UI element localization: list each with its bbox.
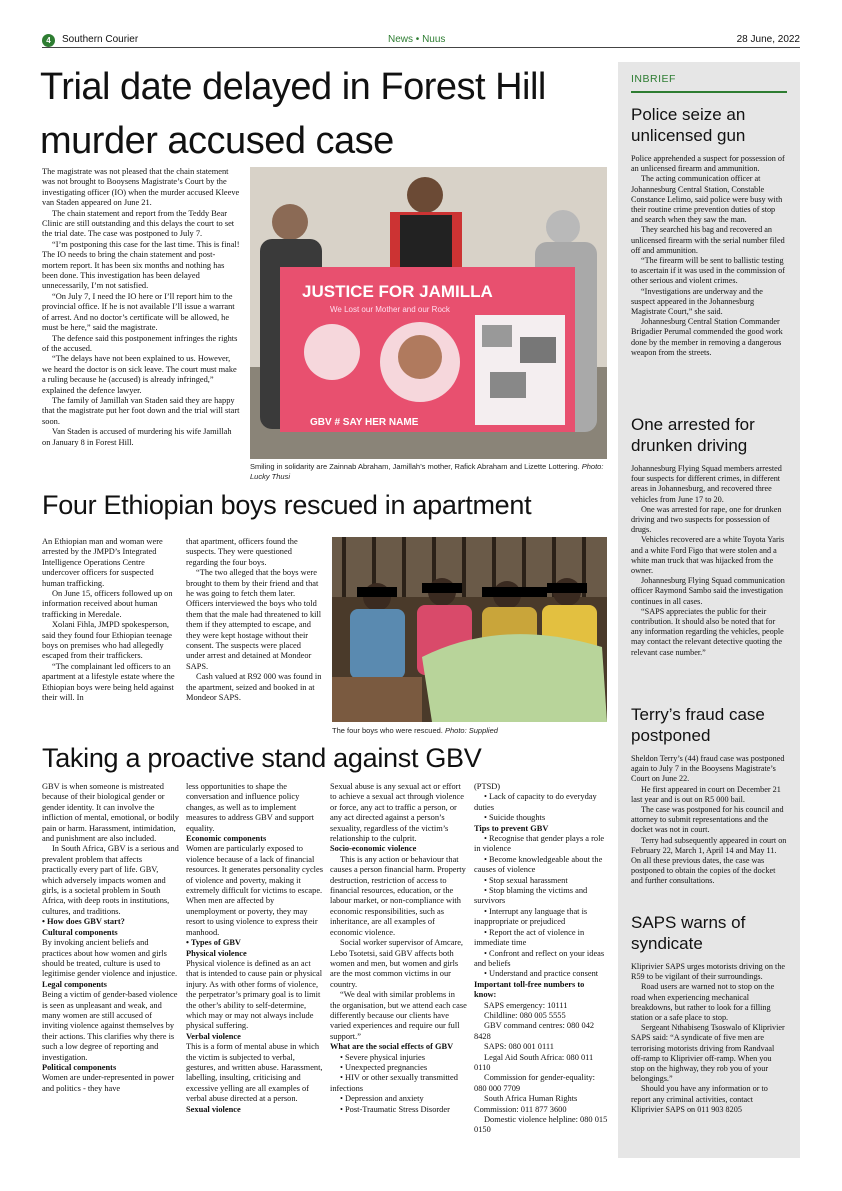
paragraph: SAPS emergency: 10111	[484, 1000, 568, 1010]
paragraph: The acting communication officer at Johannesburg Central Station, Constable Constance Lelimo, said police were busy with their routine crime prevention duties of stop and search when they saw the man.	[631, 174, 783, 225]
header-rule	[42, 47, 800, 48]
paragraph: Being a victim of gender-based violence is seen as unpleasant and weak, and many women are still accused of inviting violence against themselves by their actions. This clarifies why there is such a low degree of reporting and investigation.	[42, 990, 178, 1062]
subheading: Legal components	[42, 979, 107, 989]
subheading: • Types of GBV	[186, 938, 241, 948]
gbv-column-4	[474, 782, 608, 1136]
paragraph: “We deal with similar problems in the organisation, but we attend each case differently because our clients have varied experiences and require our full support.”	[330, 990, 467, 1041]
photo-credit: Photo: Supplied	[444, 726, 498, 735]
brief-headline: Terry’s fraud case postponed	[631, 705, 765, 745]
paragraph: • Report the act of violence in immediate time	[474, 927, 585, 948]
publication-name: Southern Courier	[62, 34, 139, 45]
subheading: Sexual violence	[186, 1104, 241, 1114]
paragraph: Sexual abuse is any sexual act or effort to achieve a sexual act through violence or force, any act to traffic a person, or any act directed against a person’s sexuality, regardless of the victim’s relationship to the culprit.	[330, 782, 464, 844]
paragraph: Kliprivier SAPS urges motorists driving on the R59 to be vigilant of their surroundings.	[631, 962, 786, 982]
paragraph: In South Africa, GBV is a serious and prevalent problem that affects practically every part of life. GBV, which adversely impacts women and girls, is a societal problem in South Africa, with deep roots in institutions, cultures, and traditions.	[42, 844, 179, 916]
subheading: • How does GBV start?	[42, 917, 125, 927]
brief-body	[631, 154, 787, 358]
ethiopian-column-1	[42, 537, 178, 704]
paragraph: less opportunities to shape the conversation and influence policy changes, as well as to implement measures to address GBV and support equality.	[186, 782, 315, 833]
issue-date: 28 June, 2022	[736, 34, 800, 45]
paragraph: • Stop blaming the victims and survivors	[474, 886, 588, 906]
paragraph: Johannesburg Central Station Commander Brigadier Perumal commended the good work done by the member in removing a dangerous weapon from the streets.	[631, 317, 783, 357]
brief-body	[631, 754, 787, 887]
banner-subtitle: We Lost our Mother and our Rock	[330, 305, 450, 314]
paragraph: Physical violence is defined as an act that is intended to cause pain or physical injury. As with other forms of violence, the perpetrator’s primary goal is to limit the other’s ability to self-determine, which may or may not always include physical suffering.	[186, 958, 323, 1031]
main-headline: Trial date delayed in Forest Hill murder accused case	[40, 66, 546, 162]
paragraph: On June 15, officers followed up on information received about human trafficking in Meredale.	[42, 589, 173, 619]
paragraph: Road users are warned not to stop on the road when experiencing mechanical breakdowns, but rather to look for a filling station or a safe place to stop.	[631, 982, 775, 1023]
paragraph: Vehicles recovered are a white Toyota Yaris and a white Ford Figo that were stolen and a white man truck that was hijacked from the owner.	[631, 535, 785, 576]
paragraph: Cash valued at R92 000 was found in the apartment, seized and booked in at Mondeor SAPS.	[186, 672, 322, 703]
subheading: Physical violence	[186, 948, 247, 958]
paragraph: Childline: 080 005 5555	[484, 1010, 566, 1020]
banner-footer: GBV # SAY HER NAME	[310, 417, 419, 428]
paragraph: South Africa Human Rights Commission: 011 877 3600	[474, 1094, 578, 1114]
paragraph: • Become knowledgeable about the causes of violence	[474, 854, 603, 875]
inbrief-label: INBRIEF	[631, 73, 676, 85]
paragraph: Sergeant Nthabiseng Tsoswalo of Kliprivier SAPS said: “A syndicate of five men are terrorising motorists driving from Randvaal off-ramp to Kliprivier off-ramp. When you stop on the highway, they rob you of your belongings.”	[631, 1023, 785, 1084]
ethiopian-column-2	[186, 537, 322, 704]
banner-title: JUSTICE FOR JAMILLA	[302, 282, 493, 301]
paragraph: SAPS: 080 001 0111	[484, 1042, 554, 1052]
paragraph: Domestic violence helpline: 080 015 0150	[474, 1115, 608, 1135]
paragraph: Johannesburg Flying Squad members arrested four suspects for different crimes, in different areas in Johannesburg, and recovered three vehicles from June 17 to 20.	[631, 464, 782, 504]
paragraph: • Confront and reflect on your ideas and beliefs	[474, 948, 605, 968]
subheading: What are the social effects of GBV	[330, 1042, 454, 1052]
photo-credit: Photo: Lucky Thusi	[250, 462, 604, 481]
section-label: News • Nuus	[388, 34, 446, 45]
paragraph: An Ethiopian man and woman were arrested by the JMPD’s Integrated Intelligence Operations Centre undercover officers for suspected human trafficking.	[42, 537, 163, 588]
brief-headline: One arrested for drunken driving	[631, 415, 755, 455]
paragraph: One was arrested for rape, one for drunken driving and two suspects for possession of drugs.	[631, 504, 782, 535]
paragraph: • Depression and anxiety	[340, 1094, 424, 1104]
paragraph: “SAPS appreciates the public for their contribution. It should also be noted that for any information regarding the vehicles, people may contact the relevant detective quoting the relevant case number.”	[631, 606, 784, 657]
brief-headline: Police seize an unlicensed gun	[631, 105, 746, 145]
main-photo	[250, 167, 607, 459]
paragraph: Terry had subsequently appeared in court on February 22, March 1, April 14 and May 11. On all these previous dates, the case was postponed to obtain the copies of the docket and further consultations.	[631, 835, 787, 886]
paragraph: GBV is when someone is mistreated because of their biological gender or gender identity. It can involve the infliction of mental, emotional, or bodily pain or harm. Harassment, intimidation, and punishment are also included.	[42, 782, 179, 844]
subheading: Important toll-free numbers to know:	[474, 979, 585, 1000]
paragraph: “Investigations are underway and the suspect appeared in the Johannesburg Magistrate Court,” she said.	[631, 286, 763, 317]
paragraph: This is a form of mental abuse in which the victim is subjected to verbal, gestures, and written abuse. Harassment, labelling, insulting, criticising and excessive yelling are all examples of verbal abuse directed at a person.	[186, 1042, 323, 1104]
paragraph: Commission for gender-equality: 080 000 7709	[474, 1073, 596, 1093]
subheading: Tips to prevent GBV	[474, 823, 549, 833]
main-photo-caption	[250, 462, 607, 482]
subheading: Political components	[42, 1062, 117, 1072]
caption-text: Smiling in solidarity are Zainnab Abraham, Jamillah’s mother, Rafick Abraham and Lizette Lottering.	[250, 462, 580, 471]
subheading: Socio-economic violence	[330, 844, 417, 854]
rescued-boys-photo	[332, 537, 607, 722]
paragraph: • Severe physical injuries	[340, 1052, 426, 1062]
paragraph: • Understand and practice consent	[484, 969, 599, 979]
paragraph: This is any action or behaviour that causes a person financial harm. Property destruction, restriction of access to financial resources, education, or the labour market, or non-compliance with economic responsibilities, such as inheritance, are all examples of economic violence.	[330, 854, 466, 937]
subheading: Economic components	[186, 834, 267, 844]
paragraph: Women are under-represented in power and politics - they have	[42, 1073, 175, 1093]
paragraph: Women are particularly exposed to violence because of a lack of financial resources. It generates personality cycles of violence and poverty, making it extremely difficult for victims to escape. When men are affected by unemployment or poverty, they may resort to using violence to express their manhood.	[186, 844, 323, 937]
paragraph: The case was postponed for his council and attorney to submit representations and the docket was not in court.	[631, 805, 784, 835]
paragraph: • Recognise that gender plays a role in violence	[474, 834, 605, 854]
paragraph: The magistrate was not pleased that the chain statement was not brought to Booysens Magistrate’s Court by the investigating officer (IO) when the murder accused Kleeve van Staden appeared on June 21.	[42, 167, 240, 208]
ethiopian-photo	[332, 537, 607, 722]
paragraph: • Stop sexual harassment	[484, 875, 568, 885]
paragraph: • Interrupt any language that is inappropriate or prejudiced	[474, 906, 588, 927]
brief-body	[631, 464, 787, 658]
caption-text: The four boys who were rescued.	[332, 726, 443, 735]
paragraph: (PTSD)	[474, 782, 501, 791]
page-header	[42, 34, 800, 48]
paragraph: Xolani Fihla, JMPD spokesperson, said they found four Ethiopian teenage boys on premises who had allegedly escaped from their traffickers.	[42, 620, 173, 661]
paragraph: Social worker supervisor of Amcare, Lebo Tsotetsi, said GBV affects both women and men, but women and girls are the most common victims in our country.	[330, 938, 464, 989]
gbv-column-1	[42, 782, 179, 1094]
paragraph: “I’m postponing this case for the last time. This is final! The IO needs to bring the chain statement and post-mortem report. It has been six months and nothing has been done. This investigation has been delayed unnecessarily, I’m not satisfied.	[42, 239, 240, 291]
paragraph: Police apprehended a suspect for possession of an unlicensed firearm and ammunition.	[631, 154, 785, 174]
subheading: Cultural components	[42, 927, 118, 937]
paragraph: He first appeared in court on December 21 last year and is out on R5 000 bail.	[631, 784, 781, 804]
paragraph: “On July 7, I need the IO here or I’ll report him to the provincial office. If he is not available I’ll issue a warrant of arrest. And no doctor’s certificate will be allowed, he must be here,” said the magistrate.	[42, 291, 235, 333]
paragraph: • Suicide thoughts	[484, 813, 546, 823]
paragraph: The chain statement and report from the Teddy Bear Clinic are still outstanding and this delays the court to set the trial date. The case was postponed to July 7.	[42, 208, 235, 239]
paragraph: The family of Jamillah van Staden said they are happy that the magistrate put her foot down and the trial will start soon.	[42, 395, 240, 426]
subheading: Verbal violence	[186, 1031, 241, 1041]
paragraph: By invoking ancient beliefs and practices about how women and girls should be treated, culture is used to legitimise gender violence and injustice.	[42, 938, 178, 979]
paragraph: • Post-Traumatic Stress Disorder	[340, 1104, 450, 1114]
paragraph: Johannesburg Flying Squad communication officer Raymond Sambo said the investigation continues in all cases.	[631, 576, 785, 606]
gbv-headline: Taking a proactive stand against GBV	[42, 743, 482, 773]
paragraph: Should you have any information or to report any criminal activities, contact Kliprivier SAPS on 011 903 8205	[631, 1084, 768, 1114]
justice-banner-photo	[250, 167, 607, 459]
paragraph: • HIV or other sexually transmitted infections	[330, 1073, 458, 1093]
gbv-column-3	[330, 782, 467, 1115]
paragraph: Sheldon Terry’s (44) fraud case was postponed again to July 7 in the Booysens Magistrate’s Court on June 22.	[631, 754, 785, 784]
paragraph: The defence said this postponement infringes the rights of the accused.	[42, 333, 238, 353]
brief-headline: SAPS warns of syndicate	[631, 913, 746, 953]
paragraph: • Unexpected pregnancies	[340, 1062, 428, 1072]
gbv-column-2	[186, 782, 323, 1115]
ethiopian-headline: Four Ethiopian boys rescued in apartment	[42, 490, 532, 520]
paragraph: that apartment, officers found the suspects. They were questioned regarding the four boys.	[186, 537, 298, 567]
paragraph: “The firearm will be sent to ballistic testing to ascertain if it was used in the commission of other serious and violent crimes.	[631, 256, 785, 286]
main-article-column	[42, 167, 240, 448]
paragraph: “The two alleged that the boys were brought to them by their friend and that he was going to fetch them later. Officers interviewed the boys who told them that the male had threatened to kill them if they attempted to escape, and they were kept hostage without their consent. The suspects were placed under arrest and detained at Mondeor SAPS.	[186, 568, 322, 671]
paragraph: Legal Aid South Africa: 080 011 0110	[474, 1052, 594, 1072]
paragraph: Van Staden is accused of murdering his wife Jamillah on January 8 in Forest Hill.	[42, 427, 232, 447]
paragraph: “The delays have not been explained to us. However, we heard the doctor is on sick leave. The court must make a ruling because he (accused) is already infringed,” explained the defence lawyer.	[42, 354, 237, 395]
paragraph: GBV command centres: 080 042 8428	[474, 1021, 595, 1041]
inbrief-rule	[631, 91, 787, 93]
ethiopian-photo-caption	[332, 726, 607, 736]
brief-body	[631, 962, 787, 1115]
paragraph: • Lack of capacity to do everyday duties	[474, 792, 597, 812]
paragraph: “The complainant led officers to an apartment at a lifestyle estate where the Ethiopian boys were being held against their will. In	[42, 661, 175, 703]
paragraph: They searched his bag and recovered an unlicensed firearm with the serial number filed off and ammunition.	[631, 225, 785, 255]
page-number: 4	[42, 34, 55, 47]
